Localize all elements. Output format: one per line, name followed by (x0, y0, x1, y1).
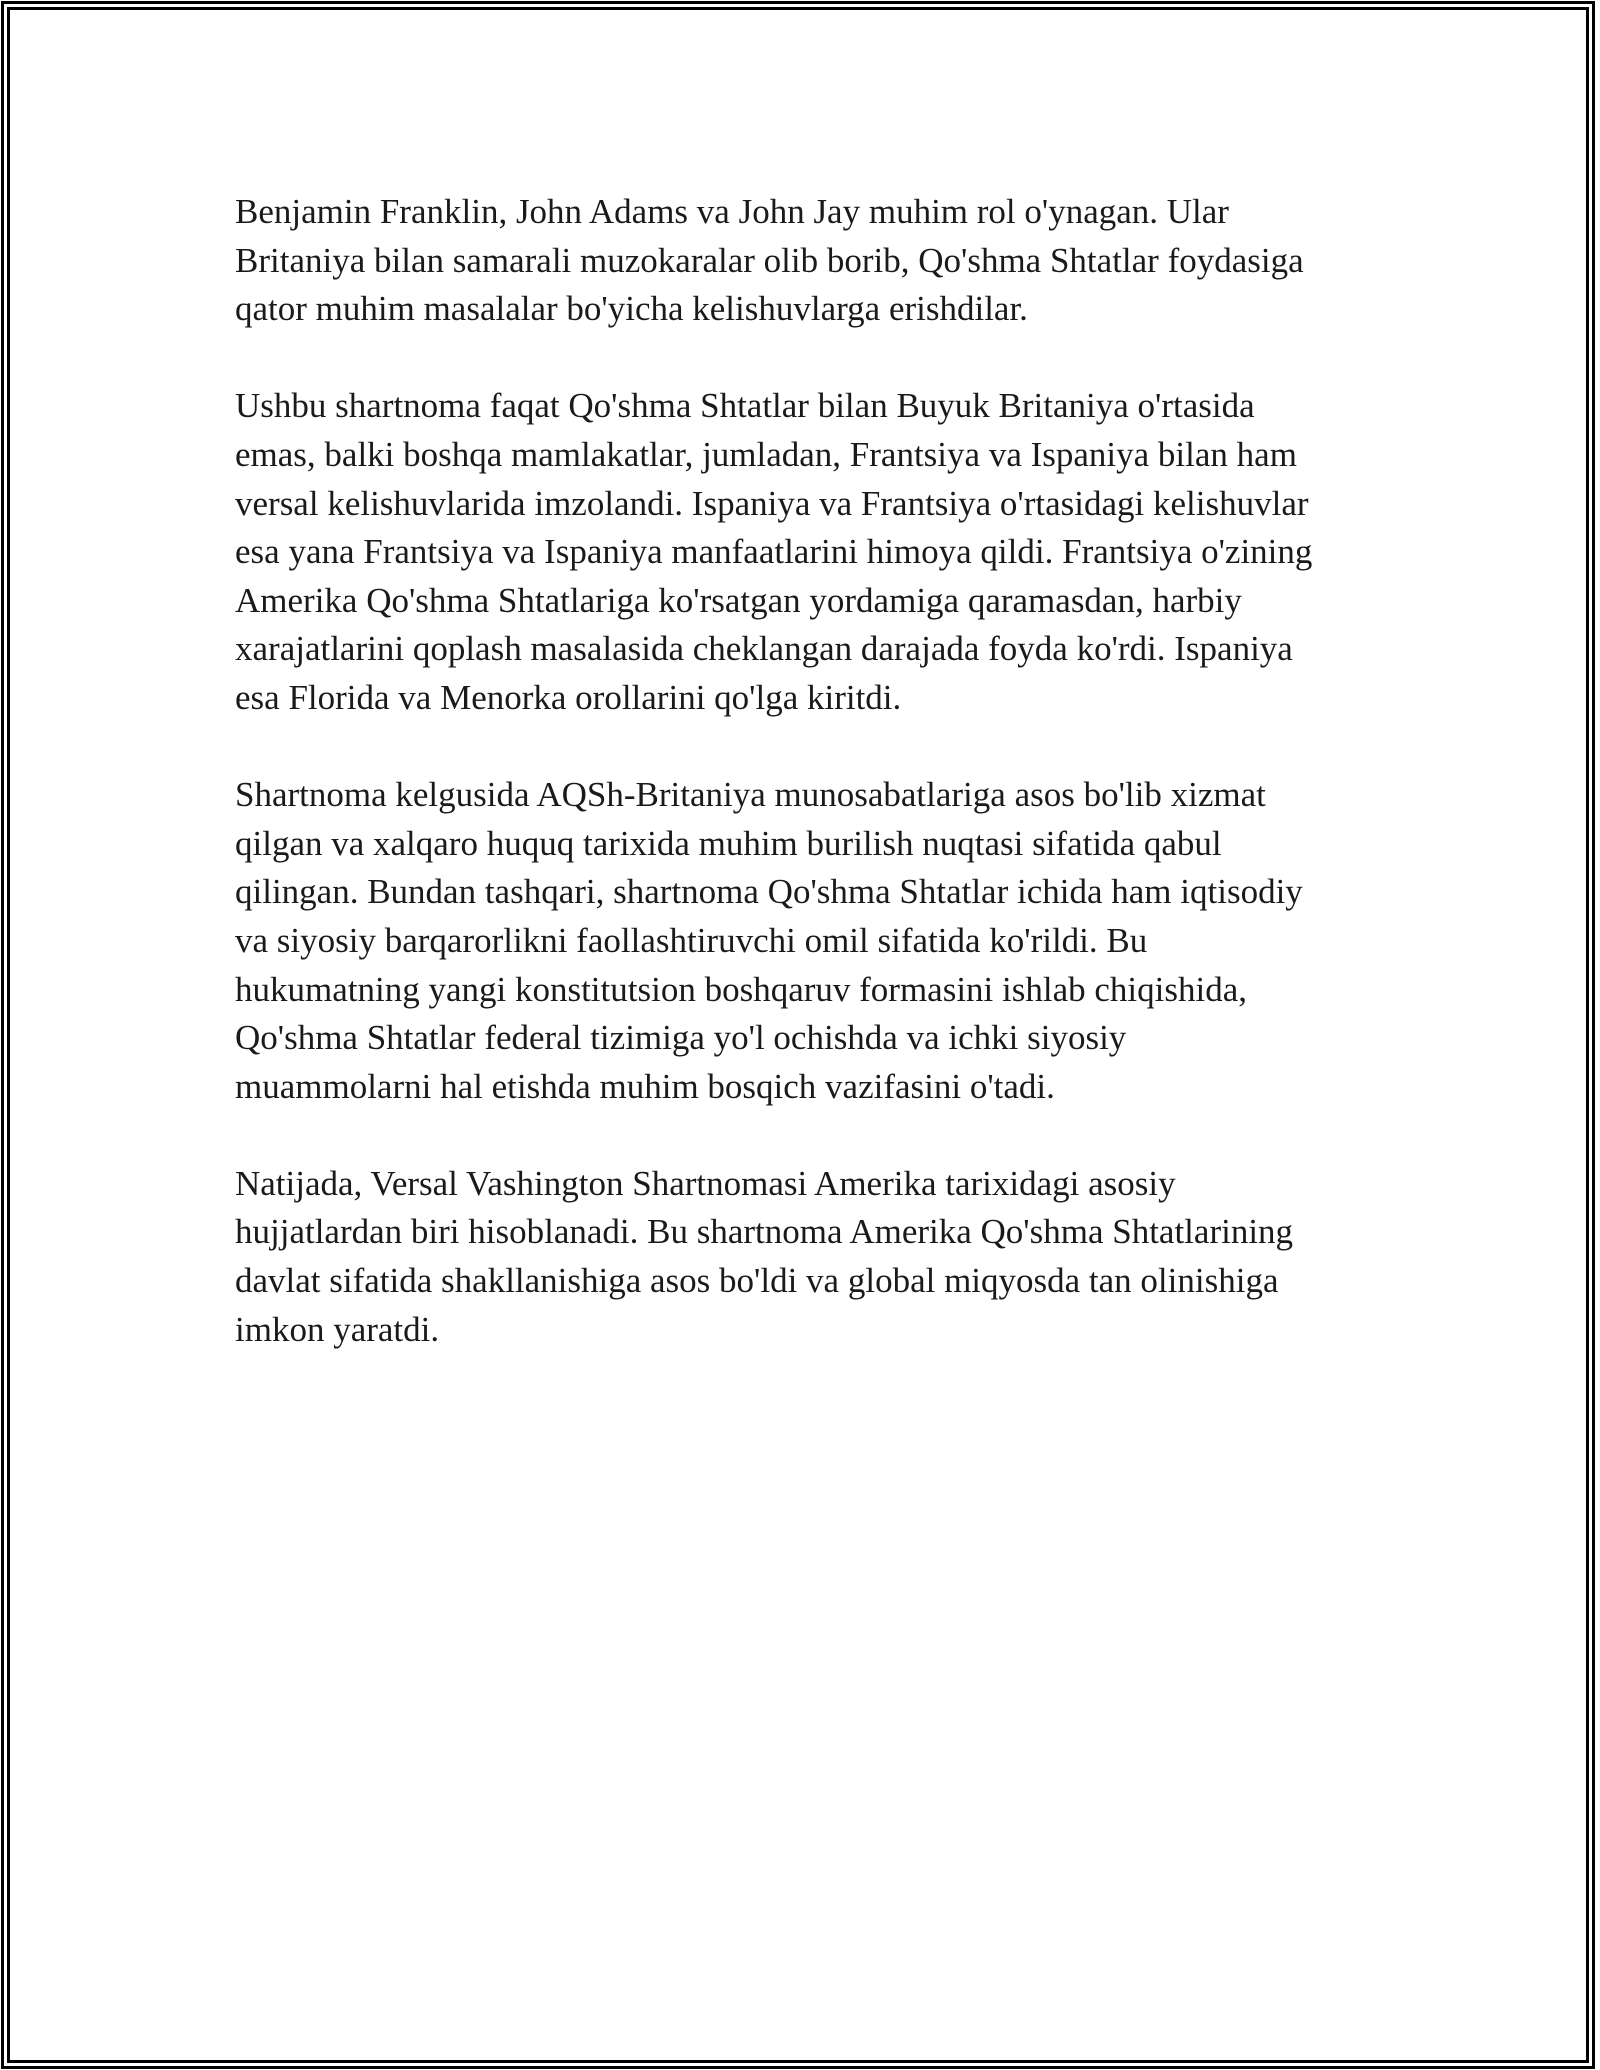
paragraph-3 (235, 771, 1385, 1111)
paragraph-4 (235, 1160, 1385, 1354)
text-line: esa Florida va Menorka orollarini qo'lga kiritdi. (235, 677, 902, 717)
paragraph-1 (235, 188, 1385, 334)
text-line: Amerika Qo'shma Shtatlariga ko'rsatgan yordamiga qaramasdan, harbiy (235, 580, 1242, 620)
text-line: Britaniya bilan samarali muzokaralar olib borib, Qo'shma Shtatlar foydasiga (235, 240, 1304, 280)
text-line: qilingan. Bundan tashqari, shartnoma Qo'shma Shtatlar ichida ham iqtisodiy (235, 872, 1303, 912)
text-line: xarajatlarini qoplash masalasida cheklangan darajada foyda ko'rdi. Ispaniya (235, 629, 1293, 669)
text-line: va siyosiy barqarorlikni faollashtiruvchi omil sifatida ko'rildi. Bu (235, 920, 1148, 960)
text-line: imkon yaratdi. (235, 1309, 440, 1349)
text-line: muammolarni hal etishda muhim bosqich vazifasini o'tadi. (235, 1066, 1055, 1106)
text-line: Benjamin Franklin, John Adams va John Jay muhim rol o'ynagan. Ular (235, 192, 1229, 231)
text-line: esa yana Frantsiya va Ispaniya manfaatlarini himoya qildi. Frantsiya o'zining (235, 532, 1313, 572)
text-line: qator muhim masalalar bo'yicha kelishuvlarga erishdilar. (235, 289, 1028, 329)
paragraph-2 (235, 382, 1385, 722)
text-line: Ushbu shartnoma faqat Qo'shma Shtatlar bilan Buyuk Britaniya o'rtasida (235, 386, 1255, 426)
text-line: Shartnoma kelgusida AQSh-Britaniya munosabatlariga asos bo'lib xizmat (235, 775, 1266, 815)
text-line: hukumatning yangi konstitutsion boshqaruv formasini ishlab chiqishida, (235, 969, 1247, 1009)
document-body (235, 188, 1385, 1403)
text-line: hujjatlardan biri hisoblanadi. Bu shartnoma Amerika Qo'shma Shtatlarining (235, 1212, 1294, 1252)
text-line: Natijada, Versal Vashington Shartnomasi Amerika tarixidagi asosiy (235, 1163, 1176, 1203)
text-line: emas, balki boshqa mamlakatlar, jumladan, Frantsiya va Ispaniya bilan ham (235, 434, 1297, 474)
text-line: versal kelishuvlarida imzolandi. Ispaniya va Frantsiya o'rtasidagi kelishuvlar (235, 483, 1309, 523)
text-line: Qo'shma Shtatlar federal tizimiga yo'l ochishda va ichki siyosiy (235, 1018, 1127, 1058)
text-line: qilgan va xalqaro huquq tarixida muhim burilish nuqtasi sifatida qabul (235, 823, 1222, 863)
text-line: davlat sifatida shakllanishiga asos bo'ldi va global miqyosda tan olinishiga (235, 1261, 1279, 1301)
